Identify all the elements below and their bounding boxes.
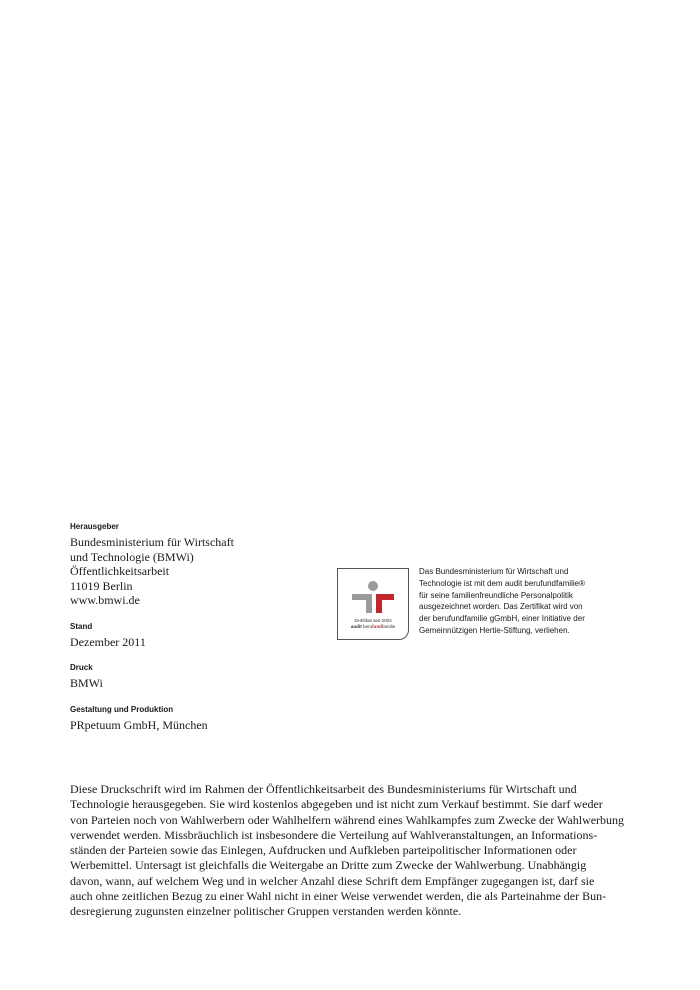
certificate-text-line: der berufundfamilie gGmbH, einer Initiative der — [419, 614, 585, 624]
notice-line: Technologie herausgegeben. Sie wird kostenlos abgegeben und ist nicht zum Verkauf bestimmt. Sie darf weder — [70, 797, 603, 812]
notice-line: Diese Druckschrift wird im Rahmen der Öffentlichkeitsarbeit des Bundesministeriums für Wirtschaft und — [70, 782, 577, 796]
logo-caption-beruf: beruf — [363, 624, 374, 629]
imprint-stand — [70, 621, 320, 650]
herausgeber-line: und Technologie (BMWi) — [70, 549, 194, 564]
berufundfamilie-logo — [337, 568, 409, 640]
druck-value: BMWi — [70, 676, 103, 690]
stand-label: Stand — [70, 621, 93, 631]
herausgeber-line: Bundesministerium für Wirtschaft — [70, 535, 234, 549]
logo-grey-shape-icon — [352, 594, 372, 613]
imprint-druck — [70, 662, 320, 691]
logo-caption-audit: audit — [350, 624, 362, 629]
herausgeber-label: Herausgeber — [70, 522, 119, 531]
logo-caption-familie: familie — [381, 624, 396, 629]
imprint — [70, 521, 320, 745]
notice-line: desregierung zugunsten einzelner politischer Gruppen verstanden werden könnte. — [70, 904, 462, 919]
gestaltung-label: Gestaltung und Produktion — [70, 704, 174, 714]
imprint-herausgeber — [70, 521, 320, 608]
logo-caption-line2 — [338, 624, 408, 630]
notice-line: davon, wann, auf welchem Weg und in welcher Anzahl diese Schrift dem Empfänger zugegangen ist, darf sie — [70, 873, 595, 888]
notice-line: ständen der Parteien sowie das Einlegen, Aufdrucken und Aufkleben parteipolitischer Informationen oder — [70, 843, 577, 858]
notice-line: verwendet werden. Missbräuchlich ist insbesondere die Verteilung auf Wahlveranstaltungen, an Informations- — [70, 827, 598, 842]
certificate-text-line: ausgezeichnet worden. Das Zertifikat wird von — [419, 602, 583, 612]
imprint-gestaltung — [70, 704, 320, 733]
certificate-text-line: Das Bundesministerium für Wirtschaft und — [419, 567, 569, 576]
notice-line: auch ohne zeitlichen Bezug zu einer Wahl nicht in einer Weise verwendet werden, die als Parteinahme der Bun- — [70, 889, 607, 904]
certificate-text-line: für seine familienfreundliche Personalpolitik — [419, 590, 573, 600]
stand-value: Dezember 2011 — [70, 634, 146, 649]
notice-line: von Parteien noch von Wahlwerbern oder Wahlhelfern während eines Wahlkampfes zum Zwecke der Wahlwerbung — [70, 812, 625, 827]
logo-caption-line1: Zertifikat seit 2002 — [354, 618, 392, 623]
logo-dot-icon — [368, 581, 378, 591]
certificate-text-line: Gemeinnützigen Hertie-Stiftung, verliehen. — [419, 625, 570, 635]
logo-caption-und: und — [373, 624, 382, 629]
druck-label: Druck — [70, 663, 93, 672]
legal-notice — [70, 782, 640, 920]
notice-line: Werbemittel. Untersagt ist gleichfalls die Weitergabe an Dritte zum Zwecke der Wahlwerbung. Unabhängig — [70, 858, 587, 873]
herausgeber-line: Öffentlichkeitsarbeit — [70, 564, 170, 578]
logo-red-shape-icon — [376, 594, 394, 613]
herausgeber-website: www.bmwi.de — [70, 593, 140, 607]
herausgeber-line: 11019 Berlin — [70, 578, 133, 593]
certificate-text-line: Technologie ist mit dem audit berufundfamilie® — [419, 578, 585, 588]
certificate-text — [419, 566, 619, 637]
gestaltung-value: PRpetuum GmbH, München — [70, 717, 208, 732]
